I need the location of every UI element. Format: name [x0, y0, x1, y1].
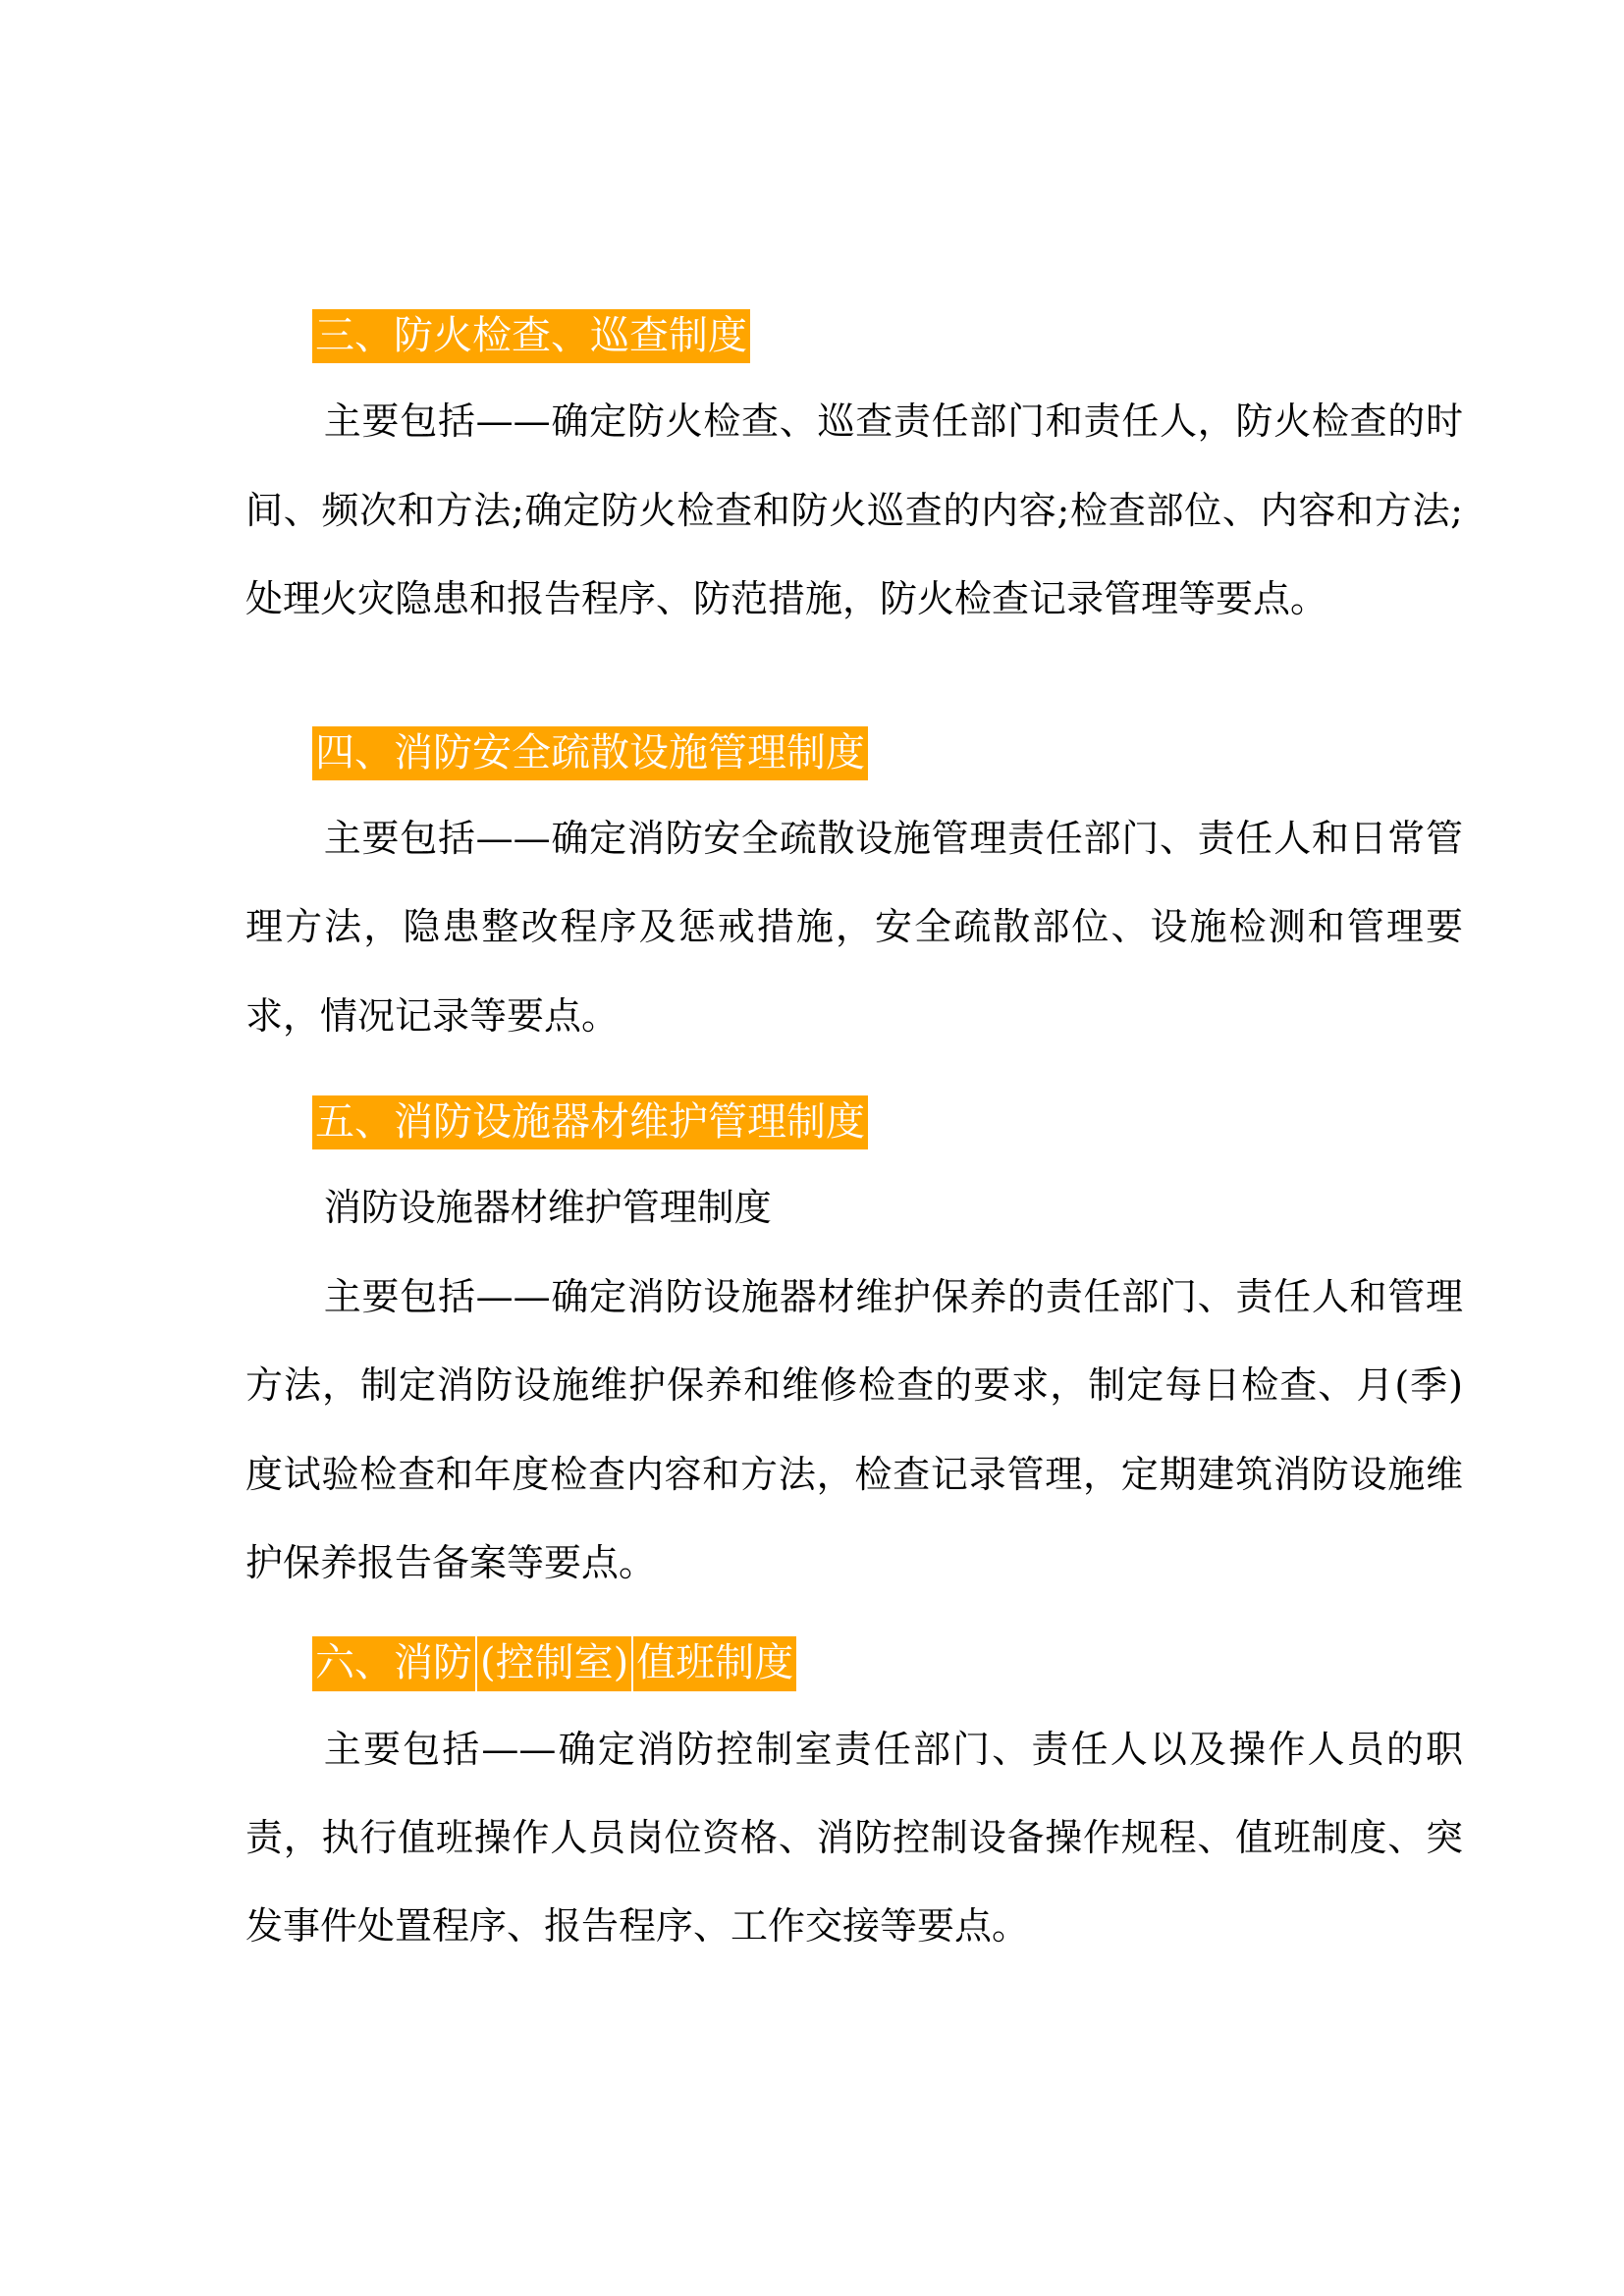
section-heading-highlight: 五、消防设施器材维护管理制度 — [312, 1095, 868, 1149]
section-heading-row — [312, 726, 1463, 780]
section-paragraph: 主要包括——确定消防安全疏散设施管理责任部门、责任人和日常管理方法，隐患整改程序及惩戒措施，安全疏散部位、设施检测和管理要求，情况记录等要点。 — [245, 816, 1463, 1038]
section-heading-highlight: 值班制度 — [633, 1636, 796, 1690]
section-paragraph: 主要包括——确定消防控制室责任部门、责任人以及操作人员的职责，执行值班操作人员岗位资格、消防控制设备操作规程、值班制度、突发事件处置程序、报告程序、工作交接等要点。 — [245, 1727, 1463, 1949]
section-paragraph: 主要包括——确定防火检查、巡查责任部门和责任人，防火检查的时间、频次和方法;确定防火检查和防火巡查的内容;检查部位、内容和方法;处理火灾隐患和报告程序、防范措施，防火检查记录管理等要点。 — [245, 400, 1463, 621]
section-heading-highlight: 六、消防 — [312, 1636, 475, 1690]
section-heading-row — [312, 309, 1463, 363]
section-paragraph: 主要包括——确定消防设施器材维护保养的责任部门、责任人和管理方法，制定消防设施维护保养和维修检查的要求，制定每日检查、月(季)度试验检查和年度检查内容和方法，检查记录管理，定期建筑消防设施维护保养报告备案等要点。 — [245, 1274, 1463, 1584]
section-heading-row — [312, 1636, 1463, 1690]
section-evacuation-facility-management — [245, 726, 1463, 1061]
section-heading-highlight: (控制室) — [477, 1636, 631, 1690]
section-heading-row — [312, 1095, 1463, 1149]
section-equipment-maintenance-management — [245, 1095, 1463, 1607]
section-control-room-duty — [245, 1636, 1463, 1971]
section-paragraph: 消防设施器材维护管理制度 — [323, 1186, 772, 1230]
section-heading-highlight: 三、防火检查、巡查制度 — [312, 309, 750, 363]
section-heading-highlight: 四、消防安全疏散设施管理制度 — [312, 726, 868, 780]
section-fire-inspection-patrol — [245, 309, 1463, 644]
